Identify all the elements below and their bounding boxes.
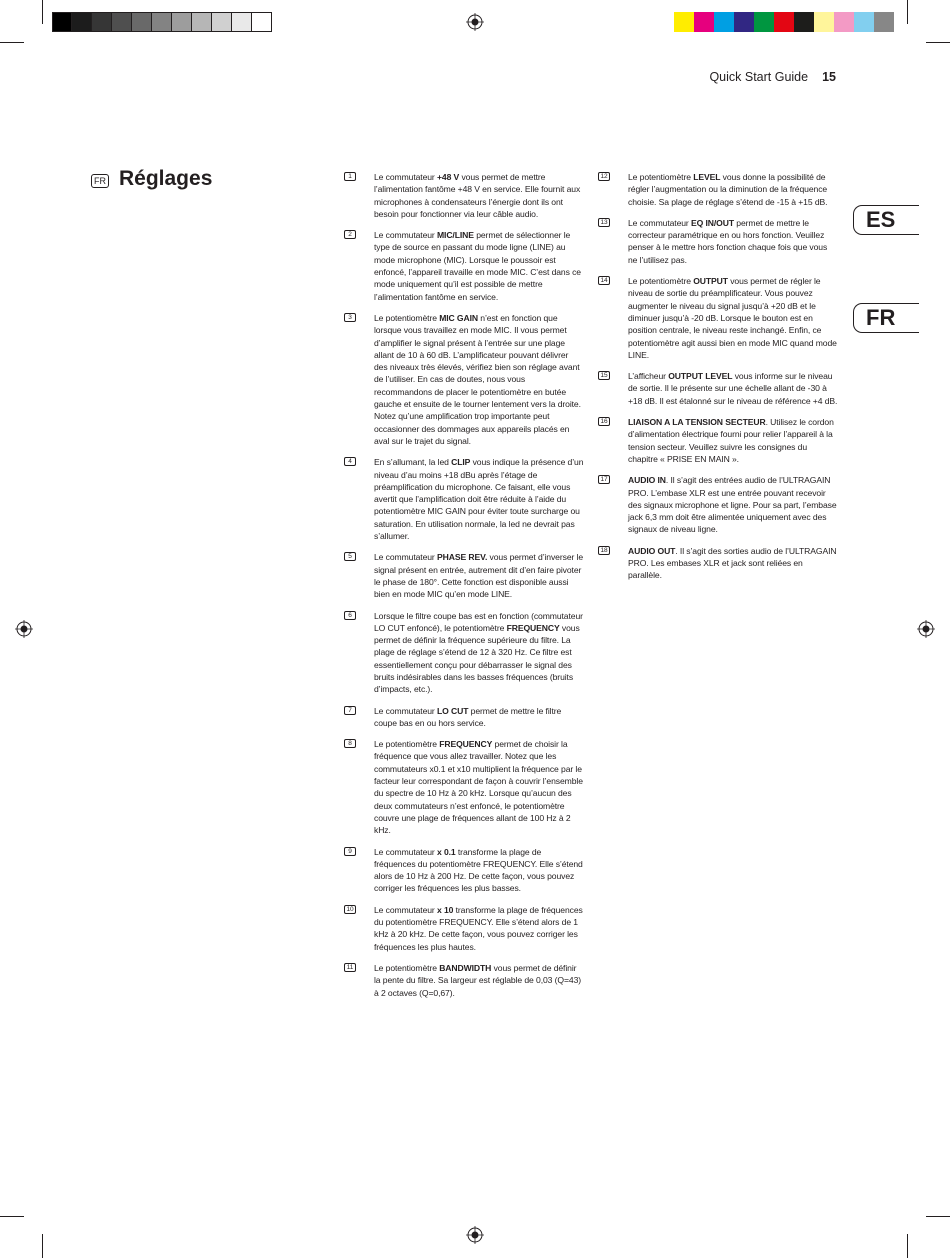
crop-mark [907,1234,908,1258]
item-control-name: LEVEL [693,172,721,182]
registration-mark-icon [15,620,33,638]
numbered-item [344,904,584,953]
item-control-name: x 0.1 [436,846,456,857]
item-number-badge: 15 [598,371,610,380]
registration-mark-icon [466,1226,484,1244]
crop-mark [0,1216,24,1217]
item-text: L’afficheur [628,371,669,382]
item-number-badge: 8 [344,739,356,748]
item-control-name: MIC/LINE [436,230,474,241]
page-number: 15 [822,70,836,84]
item-text: vous indique la présence d’un niveau d’au moins +18 dBu après l’étage de préamplification du microphone. Ce faisant, elle vous avertit que l’amplification doit être réduite à l’aide du potentiomètre MIC GAIN pour éviter toute surcharge ou saturation. En utilisation normale, la led ne devrait pas s’allumer. [374,457,584,542]
item-number-badge: 13 [598,218,610,227]
item-text: Le potentiomètre [374,312,440,323]
item-text: vous informe sur le niveau de sortie. Il le présente sur une échelle allant de -30 à +18 dB. Il est étalonné sur le niveau de référence +4 dB. [628,371,838,406]
color-swatch [874,12,894,32]
item-number-badge: 7 [344,706,356,715]
item-text: vous permet d’inverser le signal présent en entrée, autrement dit d’en faire pivoter le phase de 180°. Cette fonction est disponible aussi bien en mode MIC qu’en mode LINE. [374,552,584,600]
color-swatch [774,12,794,32]
language-tag: FR [91,174,109,188]
color-swatch [734,12,754,32]
crop-mark [0,42,24,43]
grayscale-color-bar [52,12,272,32]
gray-swatch [212,12,232,32]
color-swatch [674,12,694,32]
numbered-item [598,217,838,266]
gray-swatch [112,12,132,32]
left-column [344,171,584,1008]
item-number-badge: 4 [344,457,356,466]
item-number-badge: 6 [344,611,356,620]
color-swatch [814,12,834,32]
gray-swatch [132,12,152,32]
item-control-name: MIC GAIN [439,312,479,323]
gray-swatch [252,12,272,32]
gray-swatch [92,12,112,32]
crop-mark [907,0,908,24]
item-control-name: OUTPUT [693,276,728,287]
numbered-item [344,312,584,447]
item-control-name: LIAISON A LA TENSION SECTEUR [628,417,766,428]
numbered-item [598,545,838,582]
item-text: Le potentiomètre [374,739,440,750]
item-text: Le potentiomètre [628,172,694,182]
item-text: Le commutateur [374,846,437,857]
crop-mark [926,1216,950,1217]
item-text: Le commutateur [374,230,437,241]
numbered-item [344,705,584,730]
item-number-badge: 18 [598,546,610,555]
guide-title: Quick Start Guide [709,70,809,84]
item-control-name: EQ IN/OUT [690,217,735,228]
item-number-badge: 11 [344,963,356,972]
numbered-item [598,474,838,535]
item-text: transforme la plage de fréquences du potentiomètre FREQUENCY. Elle s’étend alors de 1 kHz à 20 kHz. De cette façon, vous pouvez corriger les fréquences les plus hautes. [374,904,583,952]
item-text: Le commutateur [374,552,437,563]
item-control-name: LO CUT [436,705,469,716]
item-number-badge: 3 [344,313,356,322]
gray-swatch [52,12,72,32]
item-control-name: x 10 [436,904,454,915]
process-color-bar [674,12,894,32]
section-title: Réglages [119,167,213,190]
item-text: vous permet de mettre l’alimentation fantôme +48 V en service. Elle fournit aux microphones à condensateurs l’énergie dont ils ont besoin pour fonctionner via leur câble audio. [374,172,581,219]
item-text: n’est en fonction que lorsque vous travaillez en mode MIC. Il vous permet d’amplifier le signal présent à l’entrée sur une plage allant de 10 à 60 dB. L’amplificateur pouvant délivrer des niveaux très élevés, vérifiez bien son réglage avant de l’utiliser. En cas de doutes, nous vous recommandons de placer le potentiomètre en butée gauche et ensuite de le tourner lentement vers la droite. Notez qu’une amplification trop importante peut occasionner des dommages aux appareils placés en aval sur le trajet du signal. [374,312,581,446]
item-text: Le potentiomètre [374,962,440,973]
item-number-badge: 14 [598,276,610,285]
item-text: Le commutateur [374,172,437,182]
color-swatch [854,12,874,32]
color-swatch [754,12,774,32]
item-text: . Utilisez le cordon d’alimentation électrique fourni pour relier l’appareil à la tension secteur. Veuillez suivre les consignes du chapitre « PRISE EN MAIN ». [628,417,834,464]
item-control-name: OUTPUT LEVEL [668,371,733,382]
item-text: Le potentiomètre [628,276,694,287]
item-control-name: +48 V [436,172,460,182]
gray-swatch [152,12,172,32]
item-text: Lorsque le filtre coupe bas est en fonction (commutateur LO CUT enfoncé), le potentiomètre [374,610,583,633]
item-number-badge: 9 [344,847,356,856]
item-control-name: FREQUENCY [506,622,560,633]
crop-mark [42,0,43,24]
gray-swatch [72,12,92,32]
gray-swatch [172,12,192,32]
item-number-badge: 16 [598,417,610,426]
gray-swatch [232,12,252,32]
page-header [709,70,836,84]
color-swatch [714,12,734,32]
item-text: En s’allumant, la led [374,457,452,468]
color-swatch [794,12,814,32]
gray-swatch [192,12,212,32]
numbered-item [344,738,584,836]
item-text: permet de mettre le correcteur paramétrique en ou hors fonction. Veuillez penser à le mettre hors fonction chaque fois que vous ne l’utilisez pas. [628,217,828,265]
item-text: . Il s’agit des entrées audio de l’ULTRAGAIN PRO. L’embase XLR est une entrée pouvant recevoir des signaux microphone et ligne. Pour sa part, l’embase jack 6,3 mm doit être alimentée uniquement avec des signaux de niveau ligne. [628,475,837,535]
crop-mark [42,1234,43,1258]
item-control-name: FREQUENCY [439,739,493,750]
tab-es[interactable]: ES [853,205,919,235]
color-swatch [834,12,854,32]
item-text: . Il s’agit des sorties audio de l’ULTRAGAIN PRO. Les embases XLR et jack sont reliées en parallèle. [628,545,837,581]
right-column [598,171,838,591]
item-text: vous permet de définir la fréquence supérieure du filtre. La plage de réglage s’étend de 12 à 320 Hz. Ce filtre est essentiellement conçu pour débarrasser le signal des bruits indésirables dans les basses fréquences (bruits d’impacts, etc.). [374,622,580,695]
item-text: vous donne la possibilité de régler l’augmentation ou la diminution de la fréquence choisie. Sa plage de réglage s’étend de -15 à +15 dB. [628,172,828,207]
item-text: vous permet de définir la pente du filtre. Sa largeur est réglable de 0,03 (Q=43) à 2 octaves (Q=0,67). [374,962,582,998]
numbered-item [344,551,584,600]
numbered-item [598,275,838,361]
numbered-item [344,610,584,696]
numbered-item [344,171,584,220]
item-text: permet de mettre le filtre coupe bas en ou hors service. [374,705,562,728]
item-number-badge: 17 [598,475,610,484]
item-text: Le commutateur [628,217,691,228]
item-control-name: AUDIO OUT [628,545,676,556]
crop-mark [926,42,950,43]
numbered-item [598,370,838,407]
item-text: vous permet de régler le niveau de sortie du préamplificateur. Vous pouvez augmenter le niveau du signal jusqu’à +20 dB et le diminuer jusqu’à -20 dB. Lorsque le bouton est en position centrale, le niveau reste inchangé. Enfin, ce potentiomètre agit aussi bien en mode MIC quand mode LINE. [628,276,837,360]
item-number-badge: 5 [344,552,356,561]
item-text: transforme la plage de fréquences du potentiomètre FREQUENCY. Elle s’étend alors de 10 Hz à 200 Hz. De cette façon, vous pouvez corriger les fréquences les plus basses. [374,846,583,894]
item-control-name: BANDWIDTH [439,962,492,973]
item-text: permet de choisir la fréquence que vous allez travailler. Notez que les commutateurs x0.1 et x10 multiplient la fréquence par le facteur leur correspondant de façon à couvrir l’ensemble du spectre de 10 Hz à 20 kHz. Lorsque qu’aucun des deux commutateurs n’est enfoncé, le potentiomètre couvre une plage de fréquences allant de 100 Hz à 2 kHz. [374,739,583,836]
item-control-name: AUDIO IN [628,475,666,486]
item-number-badge: 1 [344,172,356,181]
item-control-name: CLIP [451,457,471,468]
item-number-badge: 10 [344,905,356,914]
item-text: Le commutateur [374,705,437,716]
numbered-item [344,962,584,999]
item-control-name: PHASE REV. [436,552,488,563]
item-number-badge: 12 [598,172,610,181]
tab-fr[interactable]: FR [853,303,919,333]
registration-mark-icon [466,13,484,31]
color-swatch [694,12,714,32]
numbered-item [344,229,584,303]
item-text: Le commutateur [374,904,437,915]
numbered-item [598,416,838,465]
registration-mark-icon [917,620,935,638]
numbered-item [344,456,584,542]
item-text: permet de sélectionner le type de source en passant du mode ligne (LINE) au mode microphone (MIC). Lorsque le poussoir est enfoncé, l’appareil travaille en mode MIC. C’est dans ce mode uniquement qu’il est possible de mettre l’alimentation fantôme en service. [374,230,581,302]
item-number-badge: 2 [344,230,356,239]
numbered-item [598,171,838,208]
numbered-item [344,846,584,895]
